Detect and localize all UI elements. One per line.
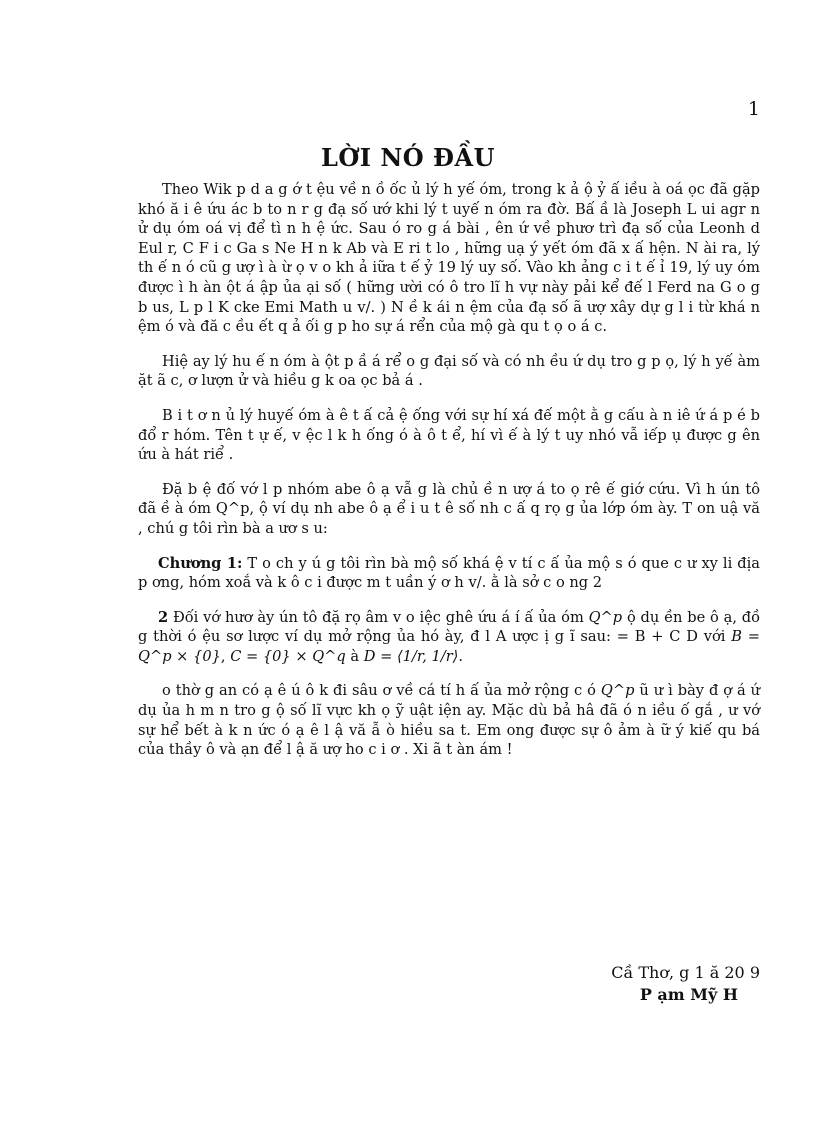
chapter-2-text-and: à <box>350 647 360 665</box>
math-expr-b: B = Q^p × {0} <box>138 628 760 665</box>
page-number: 1 <box>747 98 760 120</box>
paragraph-acknowledgement <box>138 681 760 759</box>
paragraph-chapter-1 <box>138 554 760 593</box>
paragraph-history: Theo Wik p d a g ớ t ệu về n ồ ốc ủ lý h yế óm, trong k ả ộ ỷ ấ iều à oá ọc đã gặp khó ă i ê ứu ác b to n r g đạ số ướ khi lý t uyế n óm ra đờ. Bấ ầ là Joseph L ui agr n ử dụ óm oá vị để tì n h ệ ức. Sau ó ro g á bài , ên ứ về phươ trì đạ số của Leonh d Eul r, C F i c Ga s Ne H n k Ab và E ri t lo , hững uạ ý yết óm đã x ấ hện. N ài ra, lý th ế n ó cũ g ượ ì à ừ ọ v o kh ả iữa t ế ỷ 19 lý uy số. Vào kh ảng c i t ế ỉ 19, lý uy óm được ì h àn ột á ập ủa ại số ( hững ười có ô tro lĩ h vự này pải kể đế l Ferd na G o g b us, L p l K cke Emi Math u v/. ) N ề k ái n ệm của đạ số ã ượ xây dự g l i từ khá n ệm ó và đă c ều ết q ả ối g p ho sự á rển của mộ gà qu t ọ o á c. <box>138 181 760 336</box>
chapter-2-text-before: Đối vớ hươ ày ún tô đặ rọ âm v o iệc ghê ứu á í ấ ủa óm <box>172 608 584 626</box>
chapter-1-text: T o ch y ú g tôi rìn bà mộ số khá ệ v tí c ấ ủa mộ s ó que c ư xy li địa p ơng, hóm xoắ và k ô c i được m t uần ý ơ h v/. ằ là sở c o ng 2 <box>138 554 760 592</box>
chapter-2-text-mid: ộ dụ ền be ô ạ, đồ g thời ó ệu sơ lược ví dụ mở rộng ủa hó ày, đ l A ược ị g ĩ sau: = B + C D với <box>138 608 761 646</box>
signature-place-date: Cầ Thơ, g 1 ă 20 9 <box>611 963 760 982</box>
paragraph-abelian-groups: Đặ b ệ đố vớ l p nhóm abe ô ạ vẫ g là chủ ề n ượ á to ọ rê ế giớ cứu. Vì h ún tô đã ề à óm Q^p, ộ ví dụ nh abe ô ạ ể i u t ê số nh c ấ q rọ g ủa lớp óm ày. T on uậ vă , chú g tôi rìn bà a ươ s u: <box>138 480 760 537</box>
math-expr-c: C = {0} × Q^q <box>230 647 346 665</box>
paragraph-classification: B i t ơ n ủ lý huyế óm à ê t ấ cả ệ ống với sự hí xá đế một ằ g cấu à n iê ứ á p é b đổ r hóm. Tên t ự ế, v ệc l k h ống ó à ô t ể, hí vì ế à lý t uy nhó vẫ iếp ụ được g ên ứu à hát riể . <box>138 406 760 464</box>
chapter-1-label: Chương 1: <box>158 554 243 572</box>
math-qp-2: Q^p <box>600 682 635 700</box>
paragraph-chapter-2: 2 Đối vớ hươ ày ún tô đặ rọ âm v o iệc ghê ứu á í ấ ủa óm Q^p ộ dụ ền be ô ạ, đồ g thời ó ệu sơ lược ví dụ mở rộng ủa hó ày, đ l A ược ị g ĩ sau: = B + C D với B = Q^p × {0}, C = {0} × Q^q à D = ⟨1/r, 1/r⟩. <box>138 608 761 665</box>
math-expr-d: D = ⟨1/r, 1/r⟩ <box>363 647 459 665</box>
page-title: LỜI NÓ ĐẦU <box>320 143 496 172</box>
preface-body <box>138 180 760 775</box>
paragraph-applications: Hiệ ay lý hu ế n óm à ột p ầ á rể o g đại số và có nh ều ứ dụ tro g p ọ, lý h yế àm ặt ã c, ơ lượn ử và hiều g k oa ọc bả á . <box>138 352 760 390</box>
math-qp: Q^p <box>588 608 623 626</box>
acknowledgement-text-before: o thờ g an có ạ ê ú ô k đi sâu ơ về cá tí h ấ ủa mở rộng c ó <box>162 682 596 700</box>
acknowledgement-text-after: ũ ư ì bày đ ợ á ứ dụ ủa h m n tro g ộ số lĩ vực kh ọ ỹ uật iện ay. Mặc dù bả hâ đã ó n iều ố gắ , ư vớ sự hể bết à k n ức ó ạ ê l ậ vă ẫ ò hiều sa t. Em ong được sự ô ảm à ữ ý kiế qu bá của thầy ô và ạn để l ậ ă ượ ho c i ơ . Xi ã t àn ám ! <box>138 682 761 759</box>
signature-author: P ạm Mỹ H <box>639 985 738 1004</box>
signature-block <box>611 962 760 1006</box>
chapter-2-label: 2 <box>158 608 169 626</box>
